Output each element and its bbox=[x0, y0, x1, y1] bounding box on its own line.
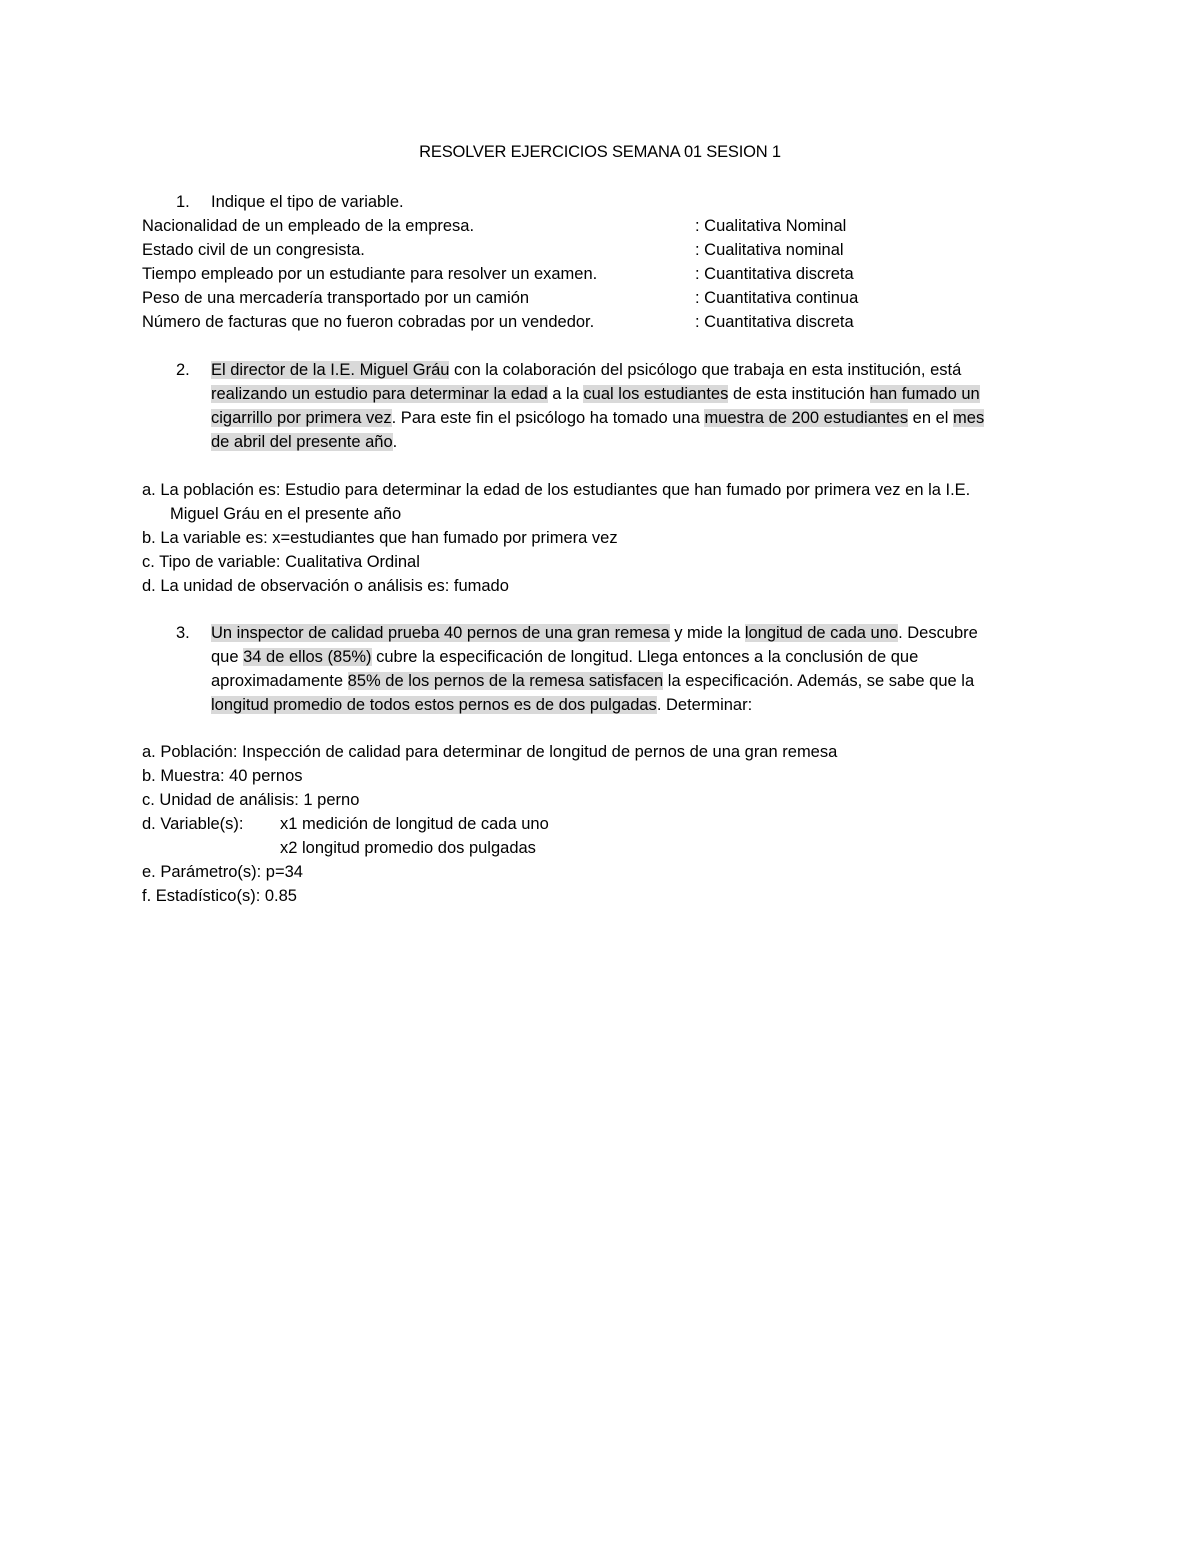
q2-answer-a: a. La población es: Estudio para determinar la edad de los estudiantes que han fumado por primera vez en la I.E. bbox=[142, 481, 971, 499]
q2-line bbox=[211, 406, 1071, 430]
q1-item: Tiempo empleado por un estudiante para resolver un examen. bbox=[142, 265, 598, 283]
text-run: con la colaboración del psicólogo que trabaja en esta institución, está bbox=[449, 361, 962, 379]
q3-line bbox=[211, 645, 1071, 669]
highlight: longitud promedio de todos estos pernos es de dos pulgadas bbox=[211, 696, 657, 714]
q2-answer-b: b. La variable es: x=estudiantes que han fumado por primera vez bbox=[142, 529, 618, 547]
q3-line bbox=[211, 693, 1071, 717]
text-run: y mide la bbox=[669, 624, 745, 642]
q3-answer-d-x1: x1 medición de longitud de cada uno bbox=[280, 815, 549, 833]
q1-answer: : Cualitativa nominal bbox=[695, 241, 844, 259]
q2-line bbox=[211, 382, 1071, 406]
text-run: . Para este fin el psicólogo ha tomado una bbox=[391, 409, 705, 427]
q2-answer-a-cont: Miguel Gráu en el presente año bbox=[170, 505, 402, 523]
text-run: . Determinar: bbox=[656, 696, 753, 714]
q3-number: 3. bbox=[176, 624, 190, 642]
highlight: 85% de los pernos de la remesa satisfacen bbox=[347, 672, 664, 690]
q2-line bbox=[211, 358, 1071, 382]
text-run: que bbox=[211, 648, 244, 666]
highlight: Un inspector de calidad prueba 40 pernos de una gran remesa bbox=[211, 624, 670, 642]
q1-answer: : Cuantitativa discreta bbox=[695, 265, 854, 283]
q2-statement bbox=[211, 358, 1071, 454]
text-run: . Descubre bbox=[898, 624, 978, 642]
text-run: . bbox=[392, 433, 398, 451]
q3-answer-f: f. Estadístico(s): 0.85 bbox=[142, 887, 297, 905]
text-run: a la bbox=[547, 385, 584, 403]
q3-line bbox=[211, 669, 1071, 693]
q1-item: Nacionalidad de un empleado de la empresa. bbox=[142, 217, 475, 235]
q3-line bbox=[211, 621, 1071, 645]
q3-answer-d-x2: x2 longitud promedio dos pulgadas bbox=[280, 839, 536, 857]
q1-answer: : Cualitativa Nominal bbox=[695, 217, 847, 235]
highlight: 34 de ellos (85%) bbox=[243, 648, 372, 666]
highlight: han fumado un bbox=[869, 385, 980, 403]
q3-answer-d-label: d. Variable(s): bbox=[142, 815, 244, 833]
q3-answer-b: b. Muestra: 40 pernos bbox=[142, 767, 303, 785]
highlight: mes bbox=[953, 409, 985, 427]
q2-number: 2. bbox=[176, 361, 190, 379]
q3-answer-a: a. Población: Inspección de calidad para determinar de longitud de pernos de una gran remesa bbox=[142, 743, 838, 761]
q2-answer-c: c. Tipo de variable: Cualitativa Ordinal bbox=[142, 553, 420, 571]
highlight: realizando un estudio para determinar la edad bbox=[211, 385, 548, 403]
q1-answer: : Cuantitativa discreta bbox=[695, 313, 854, 331]
q1-heading: Indique el tipo de variable. bbox=[211, 193, 404, 211]
q1-item: Estado civil de un congresista. bbox=[142, 241, 365, 259]
text-run: cubre la especificación de longitud. Llega entonces a la conclusión de que bbox=[371, 648, 919, 666]
page-title: RESOLVER EJERCICIOS SEMANA 01 SESION 1 bbox=[419, 143, 781, 161]
q1-item: Número de facturas que no fueron cobradas por un vendedor. bbox=[142, 313, 595, 331]
highlight: El director de la I.E. Miguel Gráu bbox=[211, 361, 450, 379]
q1-item: Peso de una mercadería transportado por un camión bbox=[142, 289, 530, 307]
highlight: de abril del presente año bbox=[211, 433, 393, 451]
highlight: muestra de 200 estudiantes bbox=[704, 409, 909, 427]
text-run: la especificación. Además, se sabe que la bbox=[663, 672, 975, 690]
q3-answer-c: c. Unidad de análisis: 1 perno bbox=[142, 791, 360, 809]
q3-answer-e: e. Parámetro(s): p=34 bbox=[142, 863, 303, 881]
q2-line bbox=[211, 430, 1071, 454]
q1-answer: : Cuantitativa continua bbox=[695, 289, 859, 307]
q1-number: 1. bbox=[176, 193, 190, 211]
text-run: en el bbox=[908, 409, 954, 427]
q2-answer-d: d. La unidad de observación o análisis es: fumado bbox=[142, 577, 509, 595]
text-run: de esta institución bbox=[728, 385, 870, 403]
highlight: longitud de cada uno bbox=[744, 624, 899, 642]
highlight: cigarrillo por primera vez bbox=[211, 409, 392, 427]
highlight: cual los estudiantes bbox=[583, 385, 729, 403]
q3-statement bbox=[211, 621, 1071, 717]
text-run: aproximadamente bbox=[211, 672, 348, 690]
